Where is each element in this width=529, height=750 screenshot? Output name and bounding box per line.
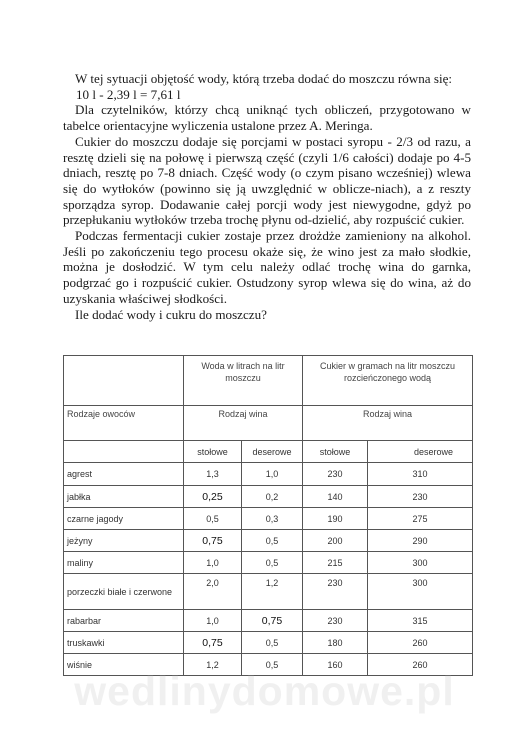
water-dessert-value: 0,5 [242, 632, 303, 654]
sugar-table-value: 230 [303, 463, 368, 486]
water-dessert-value: 1,0 [242, 463, 303, 486]
water-table-value: 0,5 [184, 508, 242, 530]
table-row [64, 508, 473, 530]
water-dessert-value: 1,2 [242, 574, 303, 610]
table-caption: Ile dodać wody i cukru do moszczu? [75, 306, 267, 322]
paragraph: Cukier do moszczu dodaje się porcjami w postaci syropu - 2/3 od razu, a resztę dzieli się na połowę i pierwszą część (czyli 1/6 całości) dodaje po 4-5 dniach, resztę po 7-8 dniach. Część wody (o czym pisano wcześniej) wlewa się do wytłoków (powinno się ją uwzględnić w oblicze-niach), a z reszty sporządza syrop. Dodawanie całej porcji wody jest niewygodne, gdyż po przepłukaniu wytłoków trzeba trochę płynu od-dzielić, aby rozpuścić cukier. [63, 133, 471, 228]
wine-type-header: Rodzaj wina [303, 406, 473, 441]
water-table-value: 1,3 [184, 463, 242, 486]
paragraph: W tej sytuacji objętość wody, którą trzeba dodać do moszczu równa się: [75, 71, 453, 86]
sugar-dessert-value: 275 [368, 508, 473, 530]
water-dessert-value: 0,5 [242, 654, 303, 676]
sugar-dessert-value: 260 [368, 654, 473, 676]
table-row [64, 486, 473, 508]
table-wine-subheader: stołowe [303, 441, 368, 463]
table-row [64, 632, 473, 654]
sugar-dessert-value: 260 [368, 632, 473, 654]
fruit-name: rabarbar [64, 610, 184, 632]
sugar-dessert-value: 310 [368, 463, 473, 486]
water-table-value: 0,75 [184, 530, 242, 552]
equation: 10 l - 2,39 l = 7,61 l [76, 86, 181, 102]
water-dessert-value: 0,2 [242, 486, 303, 508]
water-table-value: 1,0 [184, 610, 242, 632]
water-dessert-value: 0,5 [242, 530, 303, 552]
water-header: Woda w litrach na litr moszczu [184, 356, 303, 406]
fruit-name: czarne jagody [64, 508, 184, 530]
sugar-table-value: 215 [303, 552, 368, 574]
water-table-value: 2,0 [184, 574, 242, 610]
table-wine-subheader: stołowe [184, 441, 242, 463]
table-row [64, 552, 473, 574]
wine-type-header: Rodzaj wina [184, 406, 303, 441]
sugar-dessert-value: 230 [368, 486, 473, 508]
sugar-table-value: 230 [303, 574, 368, 610]
table-row [64, 463, 473, 486]
sugar-table-value: 140 [303, 486, 368, 508]
empty-corner-cell [64, 356, 184, 406]
body-text [63, 71, 471, 322]
sugar-table-value: 160 [303, 654, 368, 676]
table-row [64, 530, 473, 552]
table-row [64, 574, 473, 610]
paragraph: Dla czytelników, którzy chcą uniknąć tych obliczeń, przygotowano w tabelce orientacyjne wyliczenia ustalone przez A. Meringa. [63, 102, 471, 134]
fruit-type-header: Rodzaje owoców [64, 406, 184, 441]
empty-subheader-cell [64, 441, 184, 463]
fruit-name: jabłka [64, 486, 184, 508]
sugar-dessert-value: 315 [368, 610, 473, 632]
water-table-value: 0,75 [184, 632, 242, 654]
paragraph: Podczas fermentacji cukier zostaje przez drożdże zamieniony na alkohol. Jeśli po zakończeniu tego procesu okaże się, że wino jest za mało słodkie, można je dosłodzić. W tym celu należy odlać trochę wina do garnka, podgrzać go i rozpuścić cukier. Ostudzony syrop wlewa się do wina, aż do uzyskania właściwej słodkości. [63, 228, 471, 306]
fruit-name: jeżyny [64, 530, 184, 552]
sugar-table-value: 200 [303, 530, 368, 552]
sugar-dessert-value: 290 [368, 530, 473, 552]
watermark: wedlinydomowe.pl [74, 668, 455, 714]
fruit-name: agrest [64, 463, 184, 486]
sugar-table-value: 190 [303, 508, 368, 530]
water-dessert-value: 0,3 [242, 508, 303, 530]
fruit-name: maliny [64, 552, 184, 574]
water-table-value: 1,0 [184, 552, 242, 574]
water-table-value: 1,2 [184, 654, 242, 676]
dessert-wine-subheader: deserowe [242, 441, 303, 463]
sugar-header: Cukier w gramach na litr moszczu rozcieńczonego wodą [303, 356, 473, 406]
water-dessert-value: 0,75 [242, 610, 303, 632]
fruit-name: wiśnie [64, 654, 184, 676]
water-table-value: 0,25 [184, 486, 242, 508]
fruit-name: truskawki [64, 632, 184, 654]
sugar-table-value: 230 [303, 610, 368, 632]
sugar-table-value: 180 [303, 632, 368, 654]
table-row [64, 610, 473, 632]
water-sugar-table [63, 355, 473, 676]
water-dessert-value: 0,5 [242, 552, 303, 574]
sugar-dessert-value: 300 [368, 552, 473, 574]
sugar-dessert-value: 300 [368, 574, 473, 610]
fruit-name: porzeczki białe i czerwone [64, 574, 184, 610]
dessert-wine-subheader: deserowe [368, 441, 473, 463]
